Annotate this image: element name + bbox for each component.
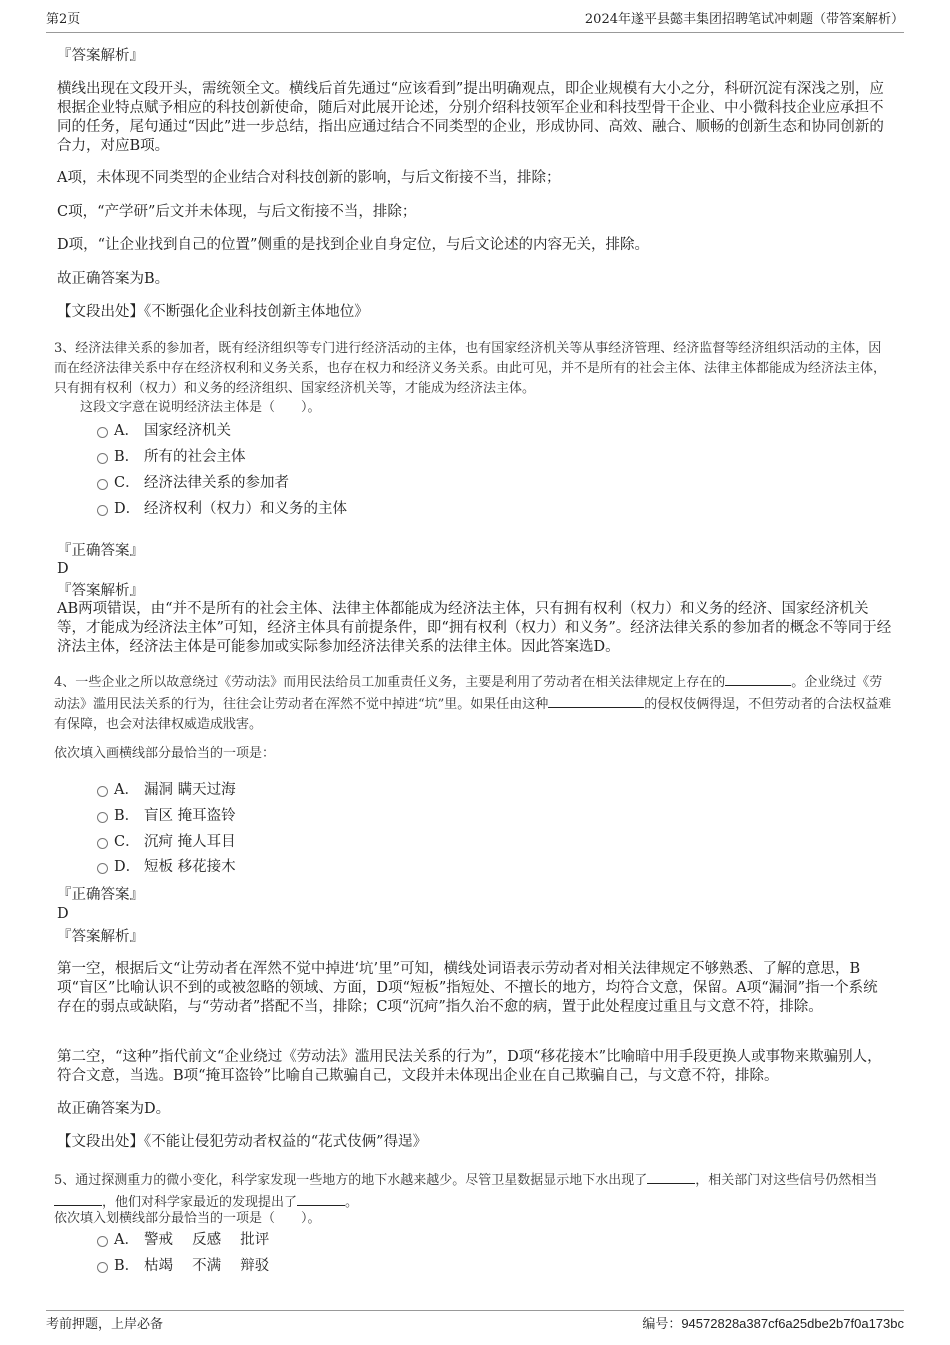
q2-analysis-p1: 横线出现在文段开头，需统领全文。横线后首先通过“应该看到”提出明确观点，即企业规模有大小之分，科研沉淀有深浅之别，应根据企业特点赋予相应的科技创新使命，随后对此展开论述，分别介绍科技领军企业和科技型骨干企业、中小微科技企业应承担不同的任务，尾句通过“因此”进一步总结，指出应通过结合不同类型的企业，形成协同、高效、融合、顺畅的创新生态和协同创新的合力，对应B项。	[57, 81, 884, 154]
q4-option-c[interactable]: C． 沉疴 掩人耳目	[97, 832, 236, 852]
q2-source: 【文段出处】《不断强化企业科技创新主体地位》	[57, 304, 369, 320]
radio-icon[interactable]	[97, 1262, 108, 1273]
page-header	[46, 8, 904, 30]
q3-answer: D	[57, 561, 69, 577]
q4-prompt: 依次填入画横线部分最恰当的一项是：	[54, 746, 276, 761]
page-number: 第2页	[46, 12, 81, 27]
document-title: 2024年遂平县懿丰集团招聘笔试冲刺题（带答案解析）	[584, 12, 904, 27]
q3-option-c[interactable]: C． 经济法律关系的参加者	[97, 473, 289, 493]
q5-blank-1	[647, 1169, 695, 1184]
q3-prompt: 这段文字意在说明经济法主体是（ ）。	[80, 400, 321, 415]
radio-icon[interactable]	[97, 812, 108, 823]
document-code: 编号：94572828a387cf6a25dbe2b7f0a173bc	[642, 1316, 904, 1332]
q4-source: 【文段出处】《不能让侵犯劳动者权益的“花式伎俩”得逞》	[57, 1134, 428, 1150]
q5-stem: 5、通过探测重力的微小变化，科学家发现一些地方的地下水越来越少。尽管卫星数据显示地下水出现了 ，相关部门对这些信号仍然相当，他们对科学家最近的发现提出了 。	[54, 1169, 894, 1213]
q3-option-d[interactable]: D． 经济权利（权力）和义务的主体	[97, 499, 347, 519]
radio-icon[interactable]	[97, 427, 108, 438]
header-divider	[46, 32, 904, 33]
q3-analysis: AB两项错误，由“并不是所有的社会主体、法律主体都能成为经济法主体，只有拥有权利（权力）和义务的经济、国家经济机关等，才能成为经济法主体”可知，经济主体具有前提条件，即“拥有权利（权力）和义务”。经济法律关系的参加者的概念不等同于经济法主体，经济法主体是可能参加或实际参加经济法律关系的法律主体。因此答案选D。	[57, 601, 892, 655]
q4-blank-1	[725, 671, 791, 686]
radio-icon[interactable]	[97, 505, 108, 516]
q4-blank-2	[548, 693, 644, 708]
q4-answer-title: 『正确答案』	[57, 887, 144, 903]
q3-answer-title: 『正确答案』	[57, 543, 144, 559]
q2-analysis-p2: A项，未体现不同类型的企业结合对科技创新的影响，与后文衔接不当，排除；	[57, 170, 561, 186]
q5-blank-2	[54, 1191, 102, 1206]
q4-analysis-title: 『答案解析』	[57, 929, 144, 945]
radio-icon[interactable]	[97, 863, 108, 874]
q3-option-a[interactable]: A． 国家经济机关	[97, 421, 231, 441]
radio-icon[interactable]	[97, 1236, 108, 1247]
q3-option-b[interactable]: B． 所有的社会主体	[97, 447, 246, 467]
radio-icon[interactable]	[97, 453, 108, 464]
q4-stem: 4、一些企业之所以故意绕过《劳动法》而用民法给员工加重责任义务，主要是利用了劳动者在相关法律规定上存在的 。企业绕过《劳动法》滥用民法关系的行为，往往会让劳动者在浑然不觉中掉进“坑”里。如果任由这种 的侵权伎俩得逞，不但劳动者的合法权益难有保障，也会对法律权威造成戕害。	[54, 671, 894, 735]
q4-option-d[interactable]: D． 短板 移花接木	[97, 857, 236, 877]
q2-analysis-p4: D项，“让企业找到自己的位置”侧重的是找到企业自身定位，与后文论述的内容无关，排除。	[57, 237, 649, 253]
q2-analysis-title: 『答案解析』	[57, 48, 144, 64]
q4-option-a[interactable]: A． 漏洞 瞒天过海	[97, 780, 236, 800]
q2-answer-summary: 故正确答案为B。	[57, 271, 170, 287]
q3-analysis-title: 『答案解析』	[57, 583, 144, 599]
page-footer	[46, 1313, 904, 1335]
q4-analysis-p1: 第一空，根据后文“让劳动者在浑然不觉中掉进‘坑’里”可知，横线处词语表示劳动者对相关法律规定不够熟悉、了解的意思，B项“盲区”比喻认识不到的或被忽略的领域、方面，D项“短板”指短处、不擅长的地方，均符合文意，保留。A项“漏洞”指一个系统存在的弱点或缺陷，与“劳动者”搭配不当，排除；C项“沉疴”指久治不愈的病，置于此处程度过重且与文意不符，排除。	[57, 961, 878, 1015]
footer-slogan: 考前押题，上岸必备	[46, 1317, 164, 1332]
radio-icon[interactable]	[97, 786, 108, 797]
q4-analysis-p2: 第二空，“这种”指代前文“企业绕过《劳动法》滥用民法关系的行为”，D项“移花接木”比喻暗中用手段更换人或事物来欺骗别人，符合文意，当选。B项“掩耳盗铃”比喻自己欺骗自己，文段并未体现出企业在自己欺骗自己，与文意不符，排除。	[57, 1049, 882, 1084]
q4-option-b[interactable]: B． 盲区 掩耳盗铃	[97, 806, 236, 826]
q4-answer-summary: 故正确答案为D。	[57, 1101, 171, 1117]
q5-blank-3	[297, 1191, 345, 1206]
footer-divider	[46, 1310, 904, 1311]
q5-prompt: 依次填入划横线部分最恰当的一项是（ ）。	[54, 1211, 321, 1226]
radio-icon[interactable]	[97, 838, 108, 849]
q2-analysis-p3: C项，“产学研”后文并未体现，与后文衔接不当，排除；	[57, 204, 417, 220]
q3-stem: 3、经济法律关系的参加者，既有经济组织等专门进行经济活动的主体，也有国家经济机关等从事经济管理、经济监督等经济组织活动的主体，因而在经济法律关系中存在经济权利和义务关系，也存在权力和经济义务关系。由此可见，并不是所有的社会主体、法律主体都能成为经济法主体，只有拥有权利（权力）和义务的经济组织、国家经济机关等，才能成为经济法主体。	[54, 341, 887, 396]
radio-icon[interactable]	[97, 479, 108, 490]
q5-option-b[interactable]: B． 枯竭 不满 辩驳	[97, 1256, 269, 1276]
q5-option-a[interactable]: A． 警戒 反感 批评	[97, 1230, 269, 1250]
q4-answer: D	[57, 906, 69, 922]
